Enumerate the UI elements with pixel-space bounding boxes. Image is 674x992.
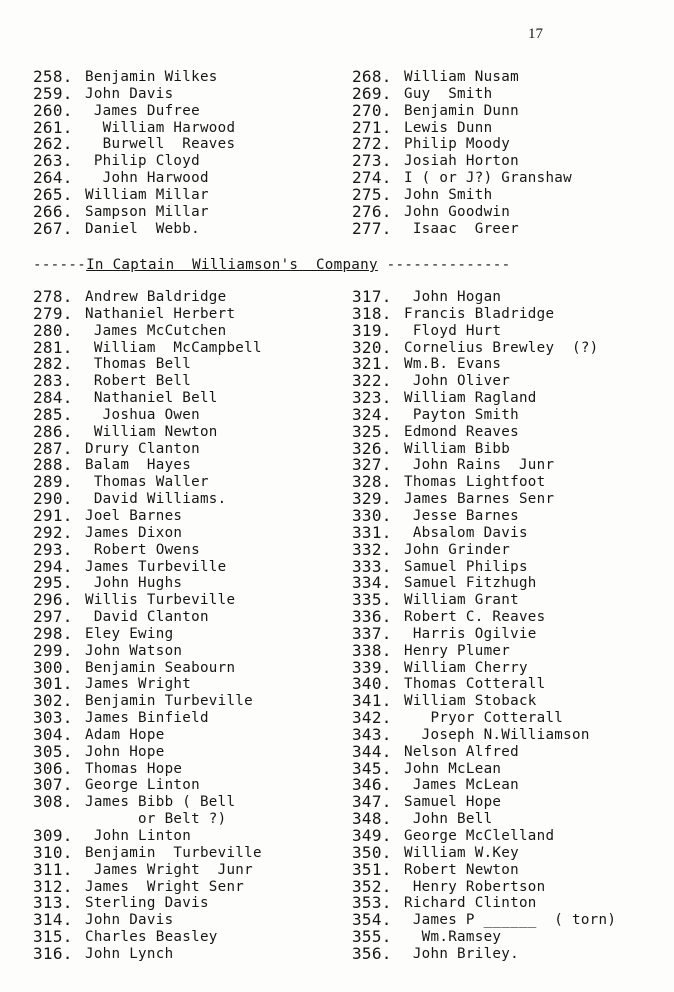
entry-number: 347. (352, 792, 392, 812)
entry-number: 348. (352, 809, 392, 829)
entry-number: 330. (352, 505, 392, 525)
entry-number: 327. (352, 455, 392, 475)
entry-name: James McLean (404, 777, 519, 794)
entry-name: John Oliver (404, 373, 511, 390)
entry-name: Thomas Hope (85, 760, 183, 777)
entry-number: 288. (33, 455, 73, 475)
entry-number: 313. (33, 893, 73, 913)
entry-number: 340. (352, 674, 392, 694)
entry-number: 262. (33, 134, 73, 154)
entry-name: John Watson (85, 642, 183, 659)
entry-number: 338. (352, 640, 392, 660)
entry-number: 280. (33, 320, 73, 340)
roster-entry (352, 859, 616, 879)
roster-entry (352, 320, 616, 340)
entry-number: 355. (352, 927, 392, 947)
entry-name: William Newton (85, 423, 218, 440)
entry-name: Andrew Baldridge (85, 289, 227, 305)
entry-number: 326. (352, 438, 392, 458)
entry-number: 292. (33, 522, 73, 542)
entry-number: 320. (352, 337, 392, 357)
entry-name: Sampson Millar (85, 203, 209, 220)
entry-number: 297. (33, 607, 73, 627)
roster-entry (33, 218, 235, 238)
entry-name: John Linton (85, 828, 192, 844)
entry-number: 316. (33, 943, 73, 963)
entry-name: Thomas Cotterall (404, 676, 546, 693)
entry-name: George McClelland (404, 828, 555, 844)
entry-number: 275. (352, 184, 392, 204)
entry-number: 328. (352, 472, 392, 492)
entry-number: 266. (33, 201, 73, 221)
entry-number: 317. (352, 287, 392, 306)
entry-number: 269. (352, 83, 392, 103)
entry-number: 295. (33, 573, 73, 593)
entry-number: 343. (352, 724, 392, 744)
entry-name: Floyd Hurt (404, 322, 502, 339)
entry-name: Samuel Hope (404, 794, 502, 811)
entry-number: 272. (352, 134, 392, 154)
entry-name: William W.Key (404, 844, 519, 861)
entry-number: 356. (352, 943, 392, 963)
entry-name: Joshua Owen (85, 406, 200, 423)
entry-number: 258. (33, 67, 73, 86)
roster-column-1-right (352, 69, 572, 237)
entry-number: 270. (352, 100, 392, 120)
entry-name: John Hughs (85, 575, 183, 592)
entry-number: 329. (352, 489, 392, 509)
entry-number: 310. (33, 842, 73, 862)
entry-name: Payton Smith (404, 406, 519, 423)
entry-number: 291. (33, 505, 73, 525)
entry-name: James Turbeville (85, 558, 227, 575)
section-heading (33, 257, 510, 273)
entry-number: 319. (352, 320, 392, 340)
entry-name: James Bibb ( Bell (85, 794, 236, 811)
entry-number: 325. (352, 421, 392, 441)
roster-column-2-right (352, 289, 616, 963)
entry-name: William Cherry (404, 659, 528, 676)
entry-number: 294. (33, 556, 73, 576)
entry-name: John Rains Junr (404, 457, 555, 474)
entry-name: Burwell Reaves (85, 136, 236, 153)
roster-entry (352, 539, 616, 559)
entry-name: David Clanton (85, 609, 209, 626)
entry-number: 286. (33, 421, 73, 441)
entry-name: James Wright Senr (85, 878, 245, 895)
roster-column-1-left (33, 69, 235, 237)
entry-name: James Dixon (85, 524, 183, 541)
entry-number: 277. (352, 218, 392, 238)
entry-number: 260. (33, 100, 73, 120)
entry-name: Samuel Fitzhugh (404, 575, 537, 592)
entry-name: William Stoback (404, 693, 537, 710)
entry-number: 336. (352, 607, 392, 627)
entry-name: Jesse Barnes (404, 507, 519, 524)
entry-name: Sterling Davis (85, 895, 209, 912)
entry-name: John Briley. (404, 945, 519, 962)
entry-name: William Nusam (404, 69, 519, 85)
roster-entry (352, 100, 572, 120)
roster-entry (33, 943, 262, 963)
entry-name: Lewis Dunn (404, 119, 493, 136)
entry-name: Harris Ogilvie (404, 625, 537, 642)
entry-number: 354. (352, 910, 392, 930)
entry-number: 321. (352, 354, 392, 374)
entry-name: John Grinder (404, 541, 511, 558)
entry-number: 281. (33, 337, 73, 357)
entry-name: John Bell (404, 811, 493, 828)
entry-name: Benjamin Turbeville (85, 693, 253, 710)
entry-name: Benjamin Wilkes (85, 69, 218, 85)
entry-name: Richard Clinton (404, 895, 537, 912)
entry-name: John Harwood (85, 170, 209, 187)
entry-name: Drury Clanton (85, 440, 200, 457)
entry-number: 351. (352, 859, 392, 879)
entry-number: 274. (352, 168, 392, 188)
entry-number: 349. (352, 826, 392, 845)
entry-name: Philip Cloyd (85, 153, 200, 170)
entry-number: 265. (33, 184, 73, 204)
entry-name: Daniel Webb. (85, 220, 200, 237)
entry-name: Benjamin Seabourn (85, 659, 236, 676)
entry-number: 322. (352, 371, 392, 391)
roster-entry (33, 320, 262, 340)
entry-name: Joel Barnes (85, 507, 183, 524)
entry-name: Wm.B. Evans (404, 356, 502, 373)
entry-name: John Hope (85, 743, 165, 760)
entry-number: 296. (33, 590, 73, 610)
entry-number: 309. (33, 826, 73, 845)
entry-name: William Grant (404, 592, 519, 609)
roster-entry (33, 100, 235, 120)
entry-number: 285. (33, 404, 73, 424)
entry-name: William Millar (85, 186, 209, 203)
entry-number: 342. (352, 708, 392, 728)
entry-number: 352. (352, 876, 392, 896)
entry-name: David Williams. (85, 491, 227, 508)
entry-number: 279. (33, 303, 73, 323)
entry-name: Nathaniel Bell (85, 390, 218, 407)
entry-name: Francis Bladridge (404, 305, 555, 322)
heading-dashes-right: -------------- (377, 257, 511, 273)
entry-number: 333. (352, 556, 392, 576)
entry-name: James Binfield (85, 710, 209, 727)
entry-number: 346. (352, 775, 392, 795)
entry-number: 284. (33, 388, 73, 408)
entry-name: James Dufree (85, 102, 200, 119)
entry-number: 298. (33, 623, 73, 643)
entry-name: William McCampbell (85, 339, 262, 356)
entry-number: 334. (352, 573, 392, 593)
entry-number: 344. (352, 741, 392, 761)
entry-name: James Wright Junr (85, 861, 253, 878)
roster-entry (33, 794, 262, 811)
entry-name: Edmond Reaves (404, 423, 519, 440)
roster-entry (352, 218, 572, 238)
entry-name: Charles Beasley (85, 929, 218, 946)
entry-number: 278. (33, 287, 73, 306)
entry-name: William Ragland (404, 390, 537, 407)
entry-name: Josiah Horton (404, 153, 519, 170)
entry-name: Thomas Waller (85, 474, 209, 491)
entry-name: John Davis (85, 912, 174, 929)
roster-column-2-left (33, 289, 262, 963)
entry-name: William Harwood (85, 119, 236, 136)
entry-name: George Linton (85, 777, 200, 794)
entry-number: 268. (352, 67, 392, 86)
entry-number: 293. (33, 539, 73, 559)
entry-number: 308. (33, 792, 73, 812)
entry-name: John McLean (404, 760, 502, 777)
entry-name: Balam Hayes (85, 457, 192, 474)
entry-number: 261. (33, 117, 73, 137)
entry-number: 331. (352, 522, 392, 542)
entry-number: 341. (352, 691, 392, 711)
entry-number: 323. (352, 388, 392, 408)
entry-name: Eley Ewing (85, 625, 174, 642)
entry-name: Robert C. Reaves (404, 609, 546, 626)
entry-name: Robert Bell (85, 373, 192, 390)
entry-name: James McCutchen (85, 322, 227, 339)
entry-name: Absalom Davis (404, 524, 528, 541)
entry-number: 303. (33, 708, 73, 728)
entry-number: 304. (33, 724, 73, 744)
entry-number: 267. (33, 218, 73, 238)
entry-name: or Belt ?) (85, 811, 227, 828)
entry-number: 301. (33, 674, 73, 694)
entry-name: Robert Owens (85, 541, 200, 558)
entry-number: 318. (352, 303, 392, 323)
roster-entry (33, 539, 262, 559)
entry-name: Cornelius Brewley (?) (404, 339, 599, 356)
entry-number: 282. (33, 354, 73, 374)
entry-name: John Hogan (404, 289, 502, 305)
entry-name: William Bibb (404, 440, 511, 457)
entry-number: 337. (352, 623, 392, 643)
entry-name: Philip Moody (404, 136, 511, 153)
entry-name: Isaac Greer (404, 220, 519, 237)
entry-name: Adam Hope (85, 726, 165, 743)
entry-name: Guy Smith (404, 85, 493, 102)
entry-number: 314. (33, 910, 73, 930)
entry-number: 283. (33, 371, 73, 391)
entry-name: Benjamin Dunn (404, 102, 519, 119)
entry-number: 289. (33, 472, 73, 492)
entry-name: Wm.Ramsey (404, 929, 502, 946)
entry-name: John Smith (404, 186, 493, 203)
entry-name: I ( or J?) Granshaw (404, 170, 572, 187)
entry-number: 339. (352, 657, 392, 677)
entry-name: Benjamin Turbeville (85, 844, 262, 861)
entry-number: 290. (33, 489, 73, 509)
entry-number: 353. (352, 893, 392, 913)
entry-number: 273. (352, 151, 392, 171)
entry-name: Joseph N.Williamson (404, 726, 590, 743)
entry-number: 271. (352, 117, 392, 137)
entry-number: 276. (352, 201, 392, 221)
entry-name: Willis Turbeville (85, 592, 236, 609)
entry-name: Robert Newton (404, 861, 519, 878)
entry-number: 302. (33, 691, 73, 711)
roster-entry (33, 859, 262, 879)
entry-number: 335. (352, 590, 392, 610)
entry-number: 259. (33, 83, 73, 103)
entry-number: 305. (33, 741, 73, 761)
entry-name: Thomas Bell (85, 356, 192, 373)
entry-number: 324. (352, 404, 392, 424)
entry-number: 306. (33, 758, 73, 778)
entry-number: 345. (352, 758, 392, 778)
entry-name: James Barnes Senr (404, 491, 555, 508)
entry-name: James Wright (85, 676, 192, 693)
heading-title: In Captain Williamson's Company (86, 257, 378, 273)
entry-number: 350. (352, 842, 392, 862)
entry-name: John Lynch (85, 945, 174, 962)
entry-name: Thomas Lightfoot (404, 474, 546, 491)
entry-number: 300. (33, 657, 73, 677)
entry-number: 307. (33, 775, 73, 795)
entry-name: John Davis (85, 85, 174, 102)
entry-name: James P ______ ( torn) (404, 912, 617, 929)
entry-number: 287. (33, 438, 73, 458)
entry-number: 332. (352, 539, 392, 559)
heading-dashes-left: ------ (33, 257, 87, 273)
entry-name: Nathaniel Herbert (85, 305, 236, 322)
page-number: 17 (528, 26, 543, 42)
entry-name: John Goodwin (404, 203, 511, 220)
entry-name: Samuel Philips (404, 558, 528, 575)
entry-name: Nelson Alfred (404, 743, 519, 760)
entry-number: 311. (33, 859, 73, 879)
entry-name: Henry Plumer (404, 642, 511, 659)
entry-name: Henry Robertson (404, 878, 546, 895)
entry-number: 263. (33, 151, 73, 171)
entry-number: 299. (33, 640, 73, 660)
entry-name: Pryor Cotterall (404, 710, 564, 727)
entry-number: 315. (33, 927, 73, 947)
entry-number: 312. (33, 876, 73, 896)
roster-entry (352, 943, 616, 963)
entry-number: 264. (33, 168, 73, 188)
